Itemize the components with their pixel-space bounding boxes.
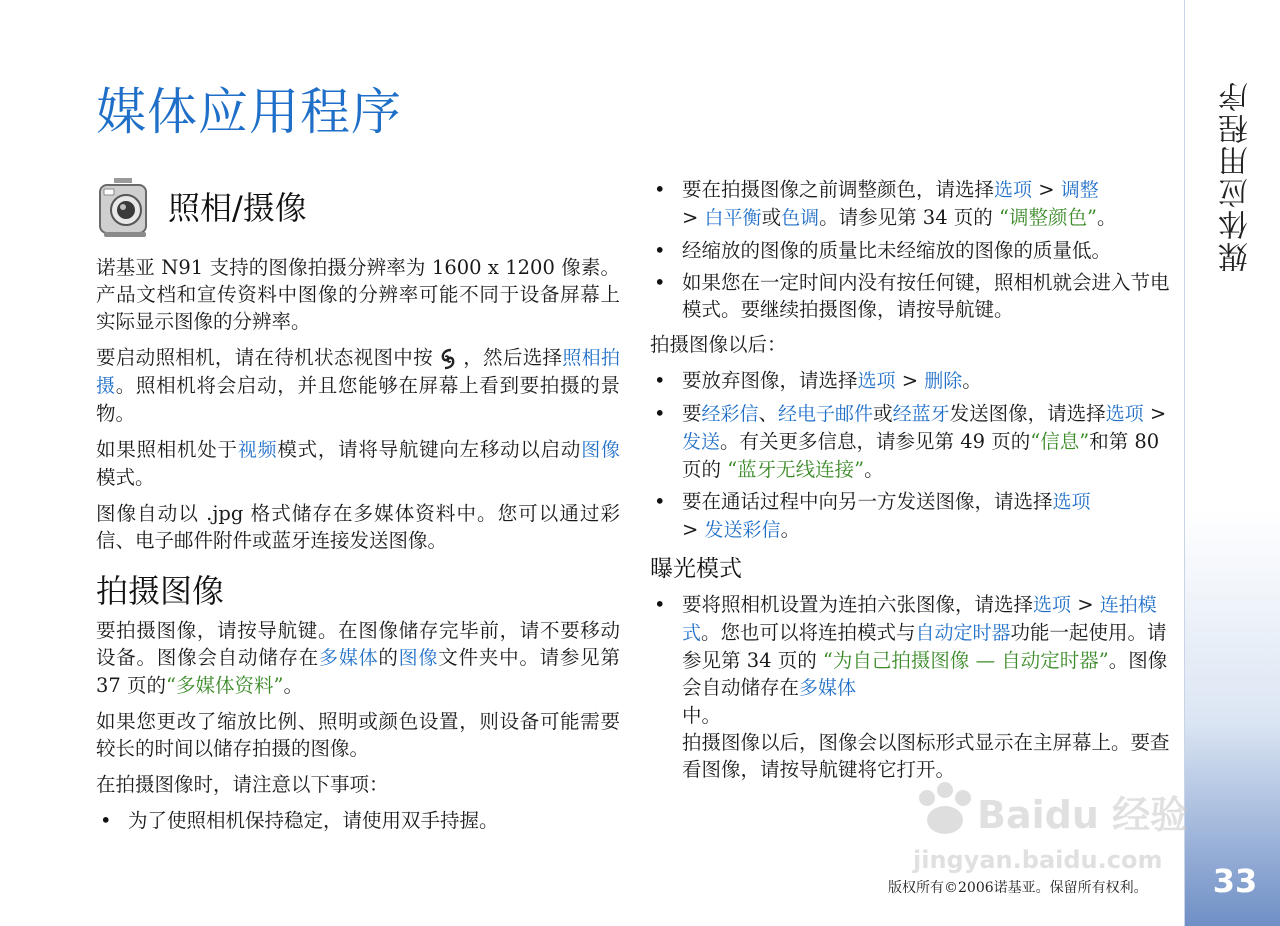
menu-option: 经电子邮件: [778, 403, 874, 425]
page-title: 媒体应用程序: [96, 83, 402, 141]
menu-option: 经蓝牙: [892, 403, 950, 425]
menu-option: 选项: [1105, 403, 1144, 425]
after-capture-heading: 拍摄图像以后：: [650, 333, 787, 356]
menu-option: 图像: [581, 439, 620, 461]
cross-reference-link[interactable]: “多媒体资料”: [166, 674, 284, 697]
exposure-list: [650, 591, 1175, 783]
menu-option: 选项: [1033, 594, 1072, 616]
menu-option: 选项: [857, 370, 896, 392]
menu-key-icon: [437, 347, 459, 371]
menu-option: 发送彩信: [704, 519, 781, 541]
right-column: [650, 176, 1175, 788]
list-item: • 如果您在一定时间内没有按任何键，照相机就会进入节电模式。要继续拍摄图像，请按导航键。: [650, 269, 1175, 323]
camera-icon: [96, 176, 154, 240]
intro-paragraph: 诺基亚 N91 支持的图像拍摄分辨率为 1600 x 1200 像素。产品文档和宣传资料中图像的分辨率可能不同于设备屏幕上实际显示图像的分辨率。: [96, 256, 620, 333]
menu-option: 色调: [781, 207, 820, 229]
capture-paragraph: 要拍摄图像，请按导航键。在图像储存完毕前，请不要移动设备。图像会自动储存在多媒体的图像文件夹中。请参见第 37 页的“多媒体资料”。: [96, 619, 620, 697]
list-item: • 要放弃图像，请选择选项 > 删除。: [650, 367, 1175, 395]
notes-list-continued: [650, 176, 1175, 323]
section-header: [96, 176, 620, 240]
storage-paragraph: 图像自动以 .jpg 格式储存在多媒体资料中。您可以通过彩信、电子邮件附件或蓝牙连接发送图像。: [96, 502, 620, 552]
cross-reference-link[interactable]: “为自己拍摄图像 — 自动定时器”: [822, 649, 1109, 672]
settings-paragraph: 如果您更改了缩放比例、照明或颜色设置，则设备可能需要较长的时间以储存拍摄的图像。: [96, 710, 620, 760]
section-heading: 照相/摄像: [168, 188, 307, 227]
cross-reference-link[interactable]: “信息”: [1030, 430, 1090, 453]
menu-option: 连拍模式: [682, 594, 1157, 644]
cross-reference-link[interactable]: “调整颜色”: [999, 206, 1097, 229]
notes-intro: 在拍摄图像时，请注意以下事项：: [96, 773, 389, 796]
capture-heading: 拍摄图像: [96, 572, 225, 610]
menu-option: 自动定时器: [915, 622, 1011, 644]
list-item: • 经缩放的图像的质量比未经缩放的图像的质量低。: [650, 237, 1175, 264]
menu-option: 删除: [924, 370, 963, 392]
list-item: • 为了使照相机保持稳定，请使用双手持握。: [96, 807, 620, 834]
page-number: 33: [1212, 862, 1258, 900]
list-item: • 要在拍摄图像之前调整颜色，请选择选项 > 调整 > 白平衡或色调。请参见第 34 页的 “调整颜色”。: [650, 176, 1175, 232]
menu-option: 选项: [994, 179, 1033, 201]
list-item: • 要经彩信、经电子邮件或经蓝牙发送图像，请选择选项 > 发送。有关更多信息，请参见第 49 页的“信息”和第 80 页的 “蓝牙无线连接”。: [650, 400, 1175, 483]
left-column: [96, 176, 620, 839]
list-item: • 要在通话过程中向另一方发送图像，请选择选项 > 发送彩信。: [650, 488, 1175, 544]
after-capture-list: [650, 367, 1175, 544]
menu-option: 视频: [237, 439, 278, 461]
menu-option: 经彩信: [701, 403, 759, 425]
menu-option: 调整: [1060, 179, 1099, 201]
menu-option: 白平衡: [704, 207, 762, 229]
start-camera-paragraph: 要启动照相机，请在待机状态视图中按 ，然后选择照相拍摄。照相机将会启动，并且您能够在屏幕上看到要拍摄的景物。: [96, 346, 620, 425]
menu-option: 选项: [1052, 491, 1091, 513]
exposure-heading: 曝光模式: [650, 556, 742, 582]
menu-option: 照相拍摄: [96, 347, 620, 397]
svg-text:jingyan.baidu.com: jingyan.baidu.com: [913, 846, 1163, 874]
side-chapter-title: 媒体应用程序: [1219, 80, 1254, 272]
menu-option: 多媒体: [319, 647, 379, 669]
video-mode-paragraph: 如果照相机处于视频模式，请将导航键向左移动以启动图像模式。: [96, 438, 620, 489]
copyright-footer: 版权所有©2006诺基亚。保留所有权利。: [888, 880, 1148, 896]
menu-option: 发送: [682, 431, 721, 453]
list-item: • 要将照相机设置为连拍六张图像，请选择选项 > 连拍模式。您也可以将连拍模式与自动定时器功能一起使用。请参见第 34 页的 “为自己拍摄图像 — 自动定时器”。图像会自动储存在多媒体 中。 拍摄图像以后，图像会以图标形式显示在主屏幕上。要查看图像，请按导航键将它打开。: [650, 591, 1175, 783]
cross-reference-link[interactable]: “蓝牙无线连接”: [727, 458, 865, 481]
notes-list: [96, 807, 620, 834]
svg-text:Baidu 经验: Baidu 经验: [977, 793, 1189, 837]
menu-option: 图像: [398, 647, 439, 669]
menu-option: 多媒体: [799, 677, 857, 699]
